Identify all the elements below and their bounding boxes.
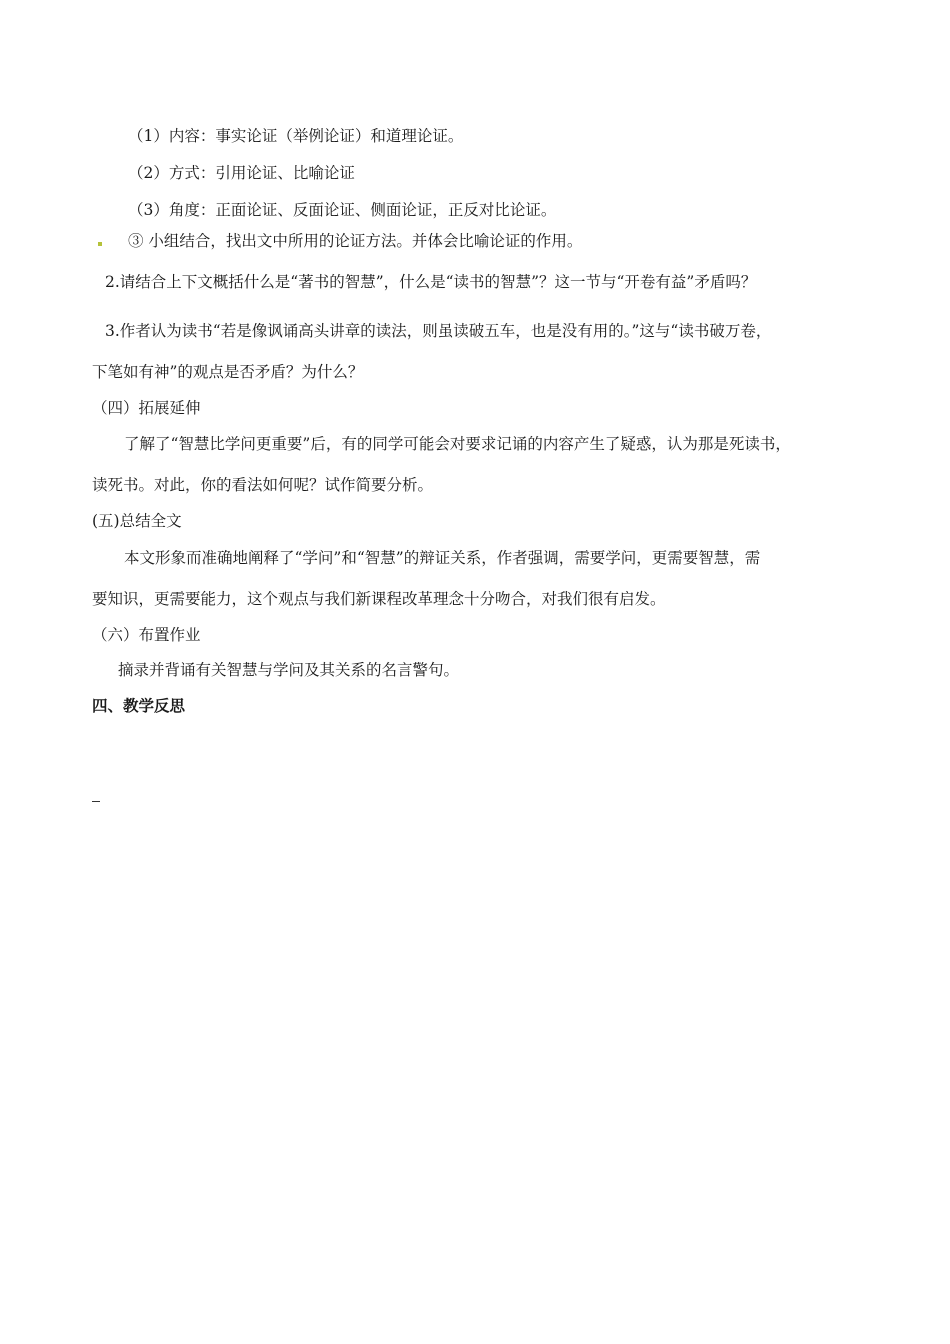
section-5-paragraph-line-1: 本文形象而准确地阐释了“学问”和“智慧”的辩证关系，作者强调，需要学问，更需要智慧，需	[124, 549, 761, 567]
section-heading-6: （六）布置作业	[92, 626, 201, 644]
group-task-item: ③ 小组结合，找出文中所用的论证方法。并体会比喻论证的作用。	[128, 232, 583, 250]
section-heading-5: (五)总结全文	[92, 512, 182, 530]
section-4-paragraph-line-2: 读死书。对此，你的看法如何呢？试作简要分析。	[92, 476, 434, 494]
section-heading-4: （四）拓展延伸	[92, 399, 201, 417]
trailing-underscore	[92, 801, 100, 802]
argument-method-item: （2）方式：引用论证、比喻论证	[128, 164, 355, 182]
section-heading-reflection: 四、教学反思	[92, 696, 186, 715]
section-4-paragraph-line-1: 了解了“智慧比学问更重要”后，有的同学可能会对要求记诵的内容产生了疑惑，认为那是死读书，	[124, 435, 791, 453]
question-3-line-2: 下笔如有神”的观点是否矛盾？为什么？	[92, 363, 364, 381]
question-3-line-1: 3.作者认为读书“若是像讽诵高头讲章的读法，则虽读破五车，也是没有用的。”这与“读书破万卷，	[105, 322, 772, 340]
argument-content-item: （1）内容：事实论证（举例论证）和道理论证。	[128, 127, 464, 145]
question-2: 2.请结合上下文概括什么是“著书的智慧”，什么是“读书的智慧”？这一节与“开卷有益”矛盾吗？	[105, 273, 757, 291]
argument-angle-item: （3）角度：正面论证、反面论证、侧面论证，正反对比论证。	[128, 201, 557, 219]
homework-paragraph: 摘录并背诵有关智慧与学问及其关系的名言警句。	[118, 661, 460, 679]
marker-dot	[98, 242, 102, 246]
section-5-paragraph-line-2: 要知识，更需要能力，这个观点与我们新课程改革理念十分吻合，对我们很有启发。	[92, 590, 666, 608]
